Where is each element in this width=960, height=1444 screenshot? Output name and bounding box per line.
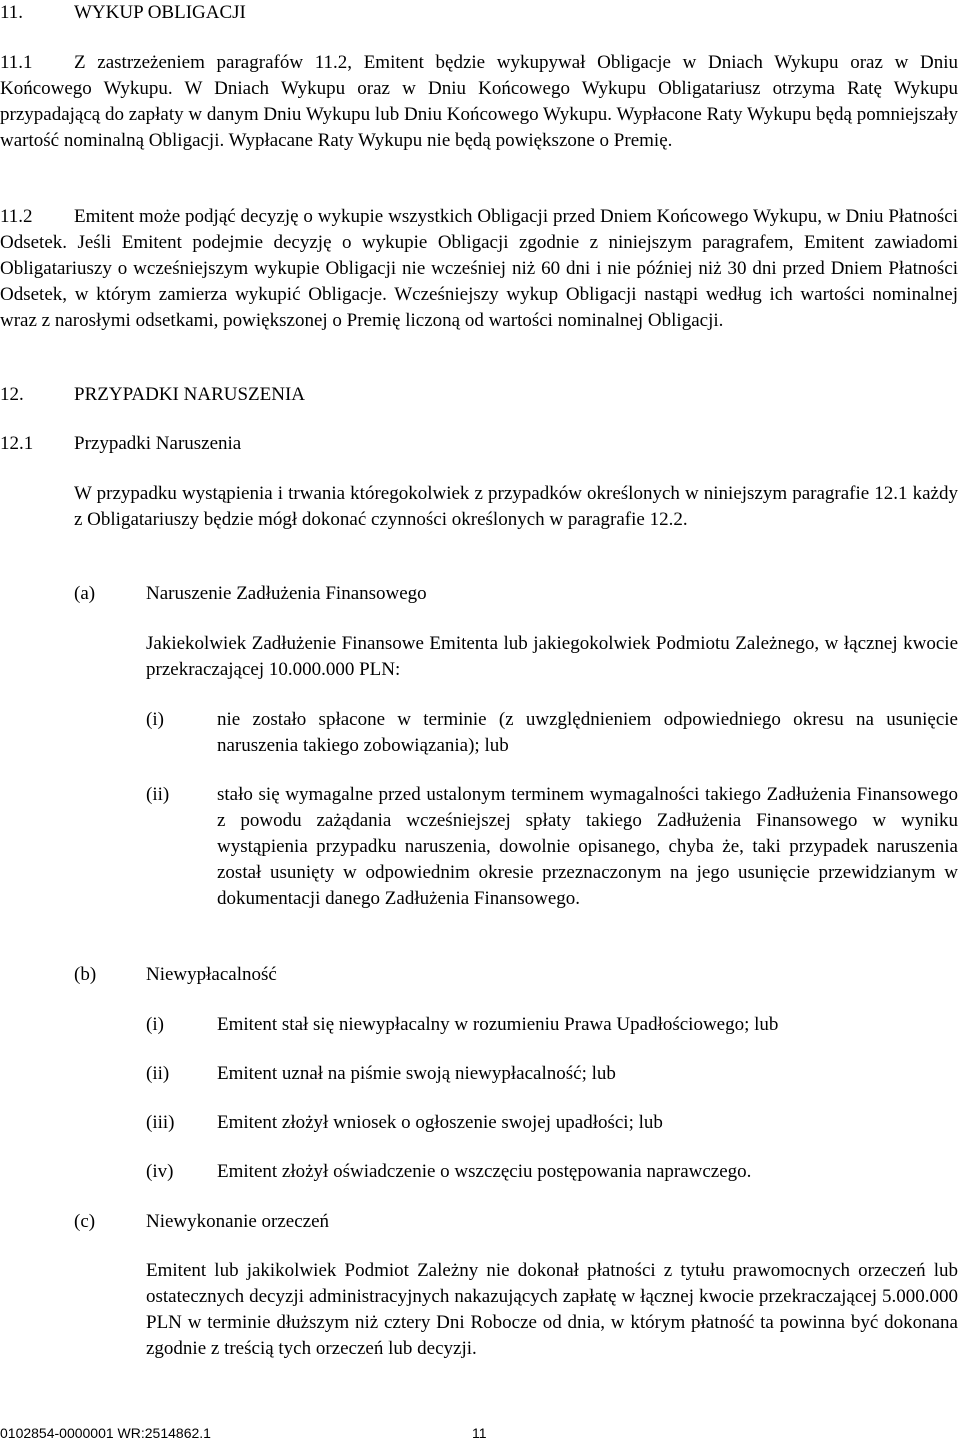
item-a-i-label: (i) (146, 709, 164, 730)
item-b-i-label: (i) (146, 1014, 164, 1035)
section-12-number: 12. (0, 384, 24, 405)
paragraph-11-2-number: 11.2 (0, 206, 33, 227)
item-b-iii-text: Emitent złożył wniosek o ogłoszenie swojej upadłości; lub (217, 1112, 663, 1133)
footer-page-number: 11 (472, 1425, 487, 1441)
paragraph-11-1-number: 11.1 (0, 52, 33, 73)
item-a-label: (a) (74, 583, 96, 604)
item-c-label: (c) (74, 1211, 96, 1232)
item-b-i-text: Emitent stał się niewypłacalny w rozumieniu Prawa Upadłościowego; lub (217, 1014, 779, 1035)
paragraph-11-1-text: Z zastrzeżeniem paragrafów 11.2, Emitent będzie wykupywał Obligacje w Dniach Wykupu oraz w Dniu Końcowego Wykupu. W Dniach Wykupu oraz w Dniu Końcowego Wykupu Obligatariusz otrzyma Ratę Wykupu przypadającą do zapłaty w danym Dniu Wykupu lub Dniu Końcowego Wykupu. Wypłacone Raty Wykupu będą pomniejszały wartość nominalną Obligacji. Wypłacane Raty Wykupu nie będą powiększone o Premię. (0, 52, 958, 151)
item-a-text: Jakiekolwiek Zadłużenie Finansowe Emitenta lub jakiegokolwiek Podmiotu Zależnego, w łącznej kwocie przekraczającej 10.000.000 PLN: (146, 633, 958, 680)
paragraph-11-2-text: Emitent może podjąć decyzję o wykupie wszystkich Obligacji przed Dniem Końcowego Wykupu, w Dniu Płatności Odsetek. Jeśli Emitent podejmie decyzję o wykupie Obligacji zgodnie z niniejszym paragrafem, Emitent zawiadomi Obligatariuszy o wcześniejszym wykupie Obligacji nie wcześniej niż 60 dni i nie później niż 30 dni przed Dniem Płatności Odsetek, w którym zamierza wykupić Obligacje. Wcześniejszy wykup Obligacji nastąpi według ich wartości nominalnej wraz z narosłymi odsetkami, powiększonej o Premię liczoną od wartości nominalnej Obligacji. (0, 206, 958, 331)
subsection-12-1-number: 12.1 (0, 433, 34, 454)
subsection-12-1-title: Przypadki Naruszenia (74, 433, 242, 454)
item-b-ii-text: Emitent uznał na piśmie swoją niewypłacalność; lub (217, 1063, 616, 1084)
subsection-12-1-intro: W przypadku wystąpienia i trwania któregokolwiek z przypadków określonych w niniejszym paragrafie 12.1 każdy z Obligatariuszy będzie mógł dokonać czynności określonych w paragrafie 12.2. (74, 483, 958, 530)
section-12-title: PRZYPADKI NARUSZENIA (74, 384, 306, 405)
item-a-title: Naruszenie Zadłużenia Finansowego (146, 583, 427, 604)
item-a-ii-text: stało się wymagalne przed ustalonym terminem wymagalności takiego Zadłużenia Finansowego z powodu zażądania wcześniejszej spłaty takiego Zadłużenia Finansowego w wyniku wystąpienia przypadku naruszenia, dowolnie opisanego, chyba że, taki przypadek naruszenia został usunięty w odpowiednim okresie przeznaczonym na jego usunięcie przewidzianym w dokumentacji danego Zadłużenia Finansowego. (217, 784, 958, 909)
item-b-iii-label: (iii) (146, 1112, 175, 1133)
footer-doc-reference: 0102854-0000001 WR:2514862.1 (0, 1425, 211, 1441)
item-a-i-text: nie zostało spłacone w terminie (z uwzględnieniem odpowiedniego okresu na usunięcie naruszenia takiego zobowiązania); lub (217, 709, 958, 756)
item-b-iv-text: Emitent złożył oświadczenie o wszczęciu postępowania naprawczego. (217, 1161, 752, 1182)
section-11-title: WYKUP OBLIGACJI (74, 2, 246, 23)
item-b-ii-label: (ii) (146, 1063, 170, 1084)
item-b-label: (b) (74, 964, 97, 985)
item-a-ii-label: (ii) (146, 784, 170, 805)
item-b-title: Niewypłacalność (146, 964, 277, 985)
item-b-iv-label: (iv) (146, 1161, 174, 1182)
section-11-number: 11. (0, 2, 24, 23)
item-c-title: Niewykonanie orzeczeń (146, 1211, 330, 1232)
item-c-text: Emitent lub jakikolwiek Podmiot Zależny nie dokonał płatności z tytułu prawomocnych orzeczeń lub ostatecznych decyzji administracyjnych nakazujących zapłatę w łącznej kwocie przekraczającej 5.000.000 PLN w terminie dłuższym niż cztery Dni Robocze od dnia, w którym płatność ta powinna być dokonana zgodnie z treścią tych orzeczeń lub decyzji. (146, 1260, 958, 1359)
